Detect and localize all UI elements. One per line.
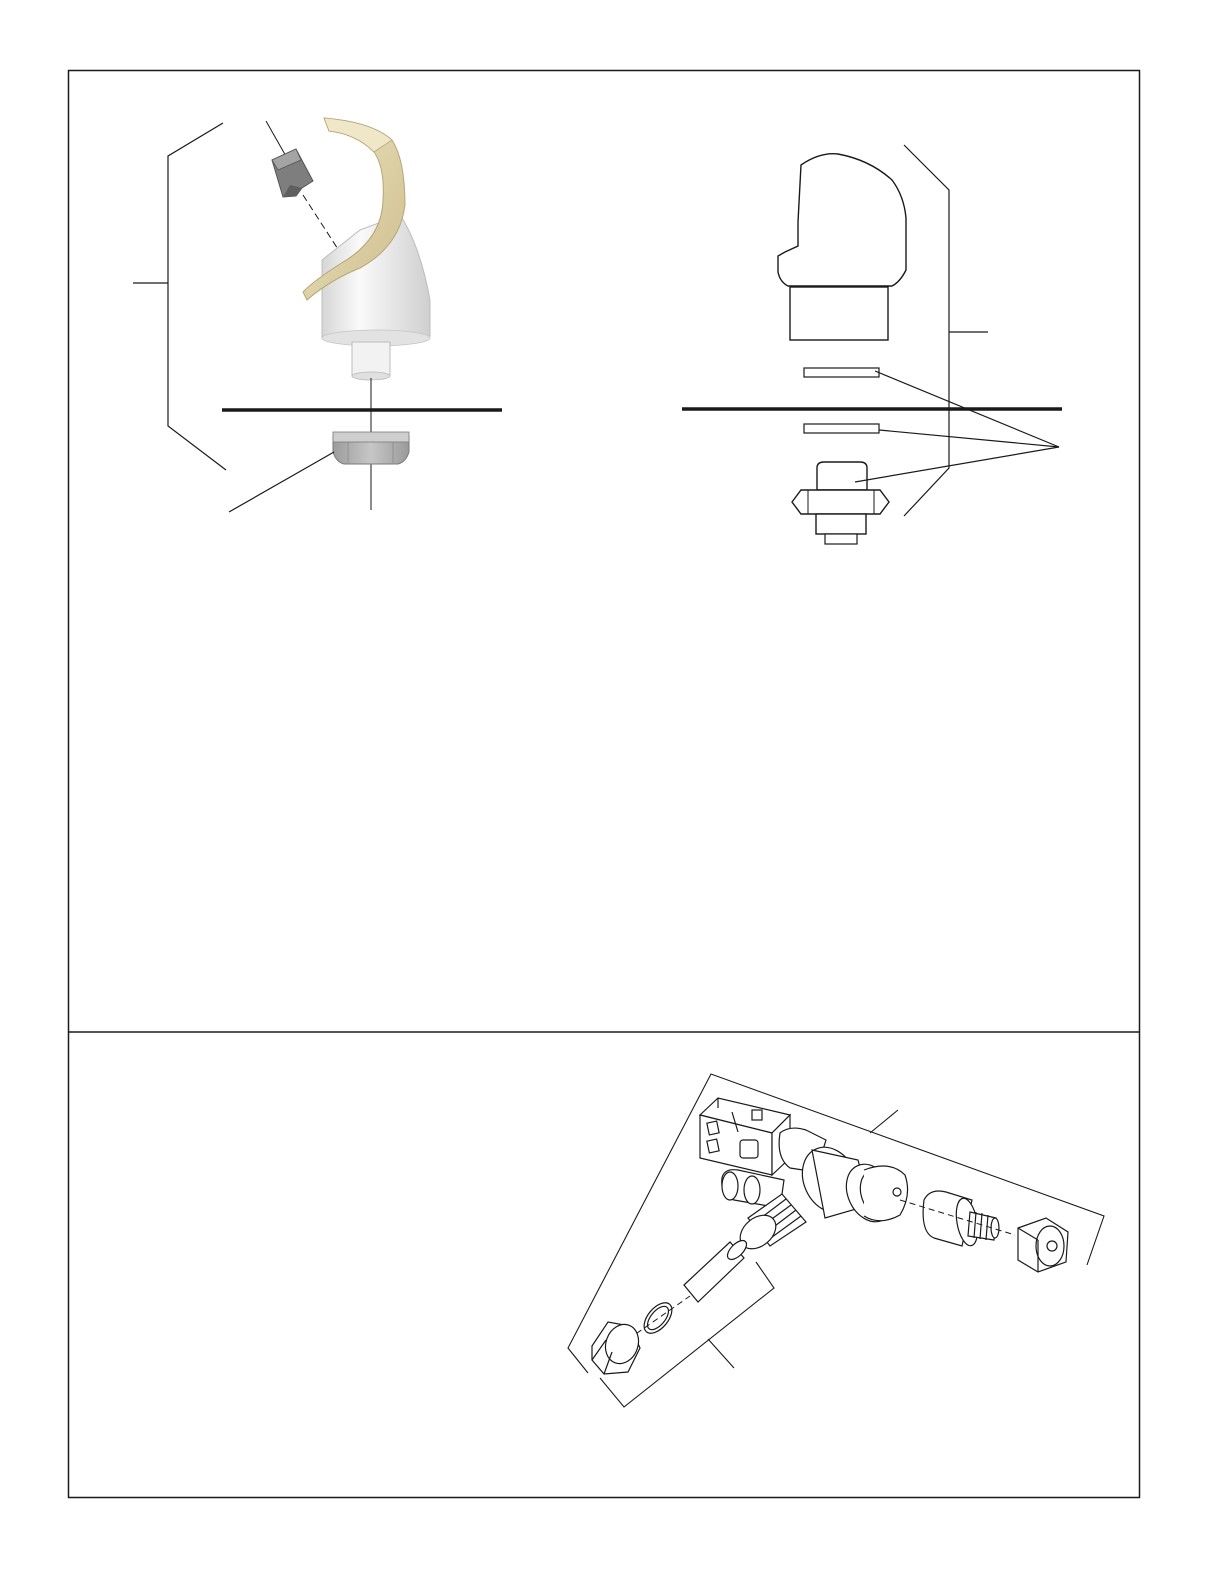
o-ring [639, 1298, 677, 1338]
shank-fitting [792, 462, 889, 544]
page-frame [69, 71, 1140, 1498]
section-bracket [904, 145, 949, 516]
insert-leader [266, 121, 287, 158]
upper-gasket [804, 368, 879, 377]
strainer-screen [684, 1237, 750, 1302]
solenoid-coil [700, 1098, 790, 1175]
bubbler-insert [272, 149, 313, 197]
solenoid-valve-assembly-exploded [568, 1074, 1104, 1407]
nut-leader [229, 452, 334, 512]
bubbler-base-collar [790, 287, 888, 340]
flow-control-cartridge [923, 1191, 999, 1247]
callout-leader-2 [879, 430, 1059, 447]
assembly-bracket [168, 123, 226, 470]
lower-gasket [804, 424, 879, 433]
callout-leader-3 [855, 447, 1059, 482]
hex-nut [333, 432, 409, 464]
strainer-leader [708, 1339, 734, 1368]
bubbler-assembly-section [682, 145, 1062, 544]
valve-outer-leader [870, 1110, 898, 1133]
strainer-cap [592, 1320, 644, 1374]
bubbler-head-outline [778, 154, 906, 286]
bubbler-assembly-exploded [133, 118, 502, 512]
end-cap [1018, 1218, 1068, 1272]
